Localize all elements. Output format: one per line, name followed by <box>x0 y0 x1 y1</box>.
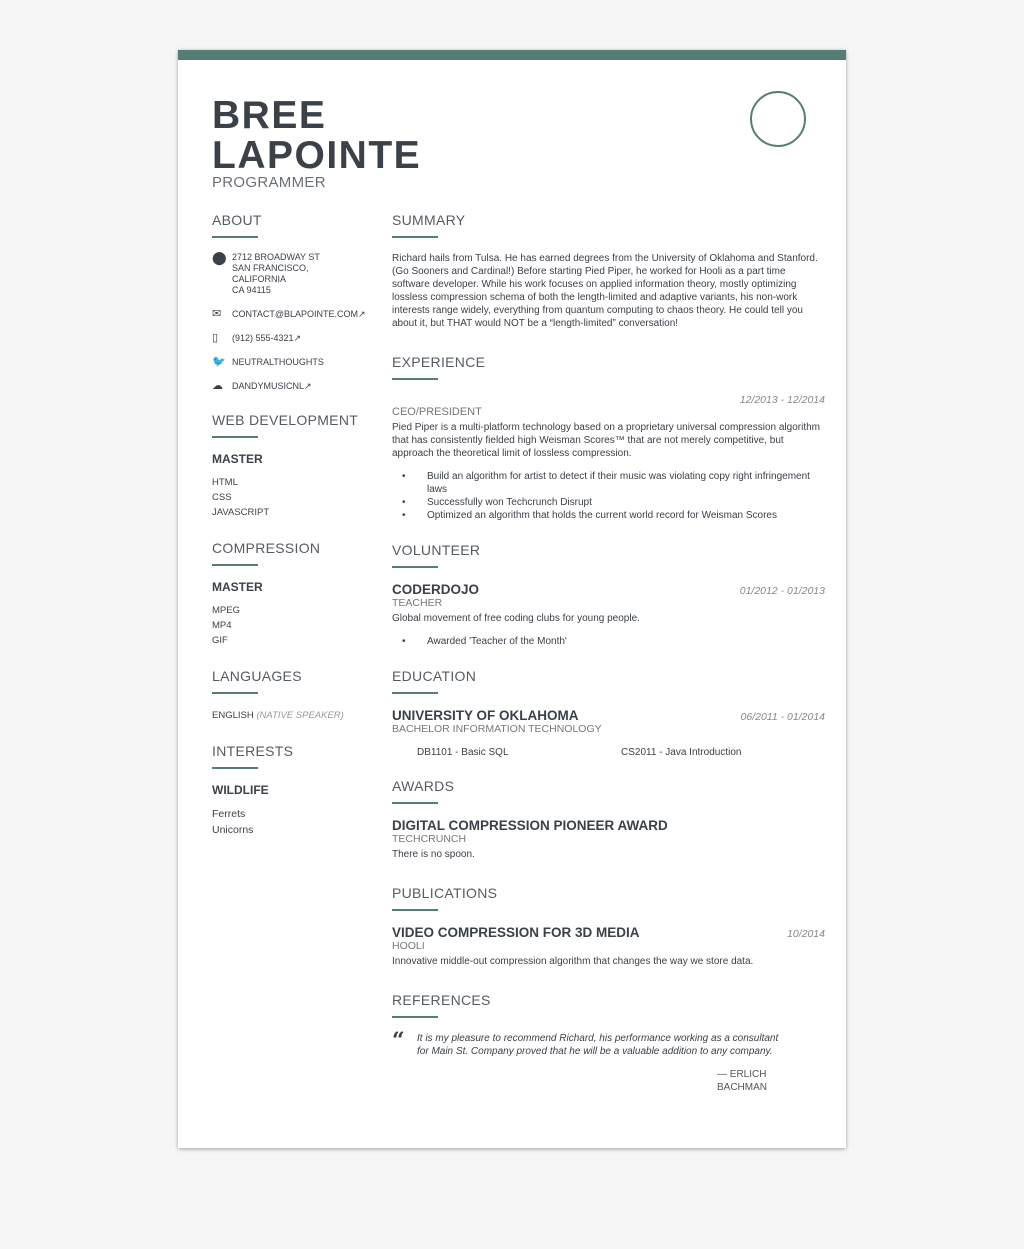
section-heading: REFERENCES <box>392 992 491 1008</box>
organization: CODERDOJO <box>392 582 480 597</box>
address <box>212 252 362 296</box>
language: ENGLISH <box>212 710 254 721</box>
section-heading: INTERESTS <box>212 743 294 759</box>
degree: BACHELOR INFORMATION TECHNOLOGY <box>392 723 602 735</box>
volunteer-section <box>392 542 825 648</box>
skill-level: MASTER <box>212 580 263 594</box>
skill-keyword: GIF <box>212 635 228 646</box>
skill-level: MASTER <box>212 452 263 466</box>
divider <box>212 236 258 238</box>
email-text: CONTACT@BLAPOINTE.COM <box>232 309 358 319</box>
section-heading: LANGUAGES <box>212 668 302 684</box>
summary-section <box>392 212 825 330</box>
references-section <box>392 992 825 1094</box>
main-content <box>392 212 825 1114</box>
divider <box>212 692 258 694</box>
job-title: PROGRAMMER <box>212 174 326 191</box>
highlights <box>392 635 825 648</box>
avatar <box>750 91 806 147</box>
awarder: TECHCRUNCH <box>392 833 467 845</box>
email-link[interactable] <box>212 308 366 320</box>
section-heading: EDUCATION <box>392 668 477 684</box>
quote-icon: “ <box>392 1028 405 1054</box>
divider <box>392 802 438 804</box>
course: DB1101 - Basic SQL <box>417 747 509 758</box>
skill-keyword: CSS <box>212 492 232 503</box>
soundcloud-link[interactable] <box>212 381 362 392</box>
about-section <box>212 212 366 392</box>
address-line: 2712 BROADWAY ST <box>232 252 320 262</box>
author-line: — ERLICH <box>717 1069 767 1080</box>
interest-keyword: Unicorns <box>212 824 254 836</box>
section-heading: COMPRESSION <box>212 540 321 556</box>
twitter-text: NEUTRALTHOUGHTS <box>232 357 324 367</box>
section-heading: EXPERIENCE <box>392 354 486 370</box>
divider <box>392 1016 438 1018</box>
languages-section <box>212 668 362 723</box>
institution: UNIVERSITY OF OKLAHOMA <box>392 708 579 723</box>
highlight: • Optimized an algorithm that holds the current world record for Weisman Scores <box>392 509 825 522</box>
award-title: DIGITAL COMPRESSION PIONEER AWARD <box>392 818 668 833</box>
divider <box>212 767 258 769</box>
phone-text: (912) 555-4321 <box>232 333 294 343</box>
date: 10/2014 <box>787 928 825 940</box>
twitter-link[interactable] <box>212 357 362 368</box>
last-name: LAPOINTE <box>212 134 422 177</box>
education-section <box>392 668 825 758</box>
interest-keyword: Ferrets <box>212 808 246 820</box>
divider <box>212 436 258 438</box>
external-link-icon: ↗ <box>304 381 312 391</box>
divider <box>392 909 438 911</box>
highlights <box>392 470 825 522</box>
reference-quote: It is my pleasure to recommend Richard, his performance working as a consultant for Main St. Company proved that he will be a valuable addition to any company. <box>417 1033 779 1057</box>
section-heading: AWARDS <box>392 778 455 794</box>
divider <box>392 236 438 238</box>
skill-compression <box>212 540 362 648</box>
experience-section <box>392 354 825 522</box>
divider <box>392 692 438 694</box>
twitter-icon: 🐦 <box>212 356 226 368</box>
first-name: BREE <box>212 94 327 137</box>
publications-section <box>392 885 825 968</box>
address-line: CA 94115 <box>232 285 271 295</box>
section-heading: SUMMARY <box>392 212 466 228</box>
date: 01/2012 - 01/2013 <box>739 585 825 597</box>
author-line: BACHMAN <box>717 1082 768 1093</box>
award-summary: There is no spoon. <box>392 849 475 860</box>
highlight: • Build an algorithm for artist to detect if their music was violating copy right infringement laws <box>392 470 825 496</box>
skill-keyword: MPEG <box>212 605 240 616</box>
fluency: (NATIVE SPEAKER) <box>256 710 344 721</box>
date: 12/2013 - 12/2014 <box>739 394 825 406</box>
divider <box>392 566 438 568</box>
skill-keyword: MP4 <box>212 620 232 631</box>
section-heading: VOLUNTEER <box>392 542 481 558</box>
volunteer-summary: Global movement of free coding clubs for young people. <box>392 613 640 624</box>
divider <box>212 564 258 566</box>
section-heading: WEB DEVELOPMENT <box>212 412 359 428</box>
envelope-icon: ✉ <box>212 308 222 320</box>
map-marker-icon: ⬤ <box>212 250 227 265</box>
resume-card <box>178 50 846 1148</box>
skill-keyword: JAVASCRIPT <box>212 507 270 518</box>
skill-keyword: HTML <box>212 477 238 488</box>
divider <box>392 378 438 380</box>
external-link-icon: ↗ <box>357 309 366 319</box>
reference-author <box>717 1068 825 1094</box>
interests-section <box>212 743 362 838</box>
section-heading: ABOUT <box>212 212 262 228</box>
soundcloud-icon: ☁ <box>212 380 223 392</box>
name <box>212 96 421 176</box>
awards-section <box>392 778 825 861</box>
publication-summary: Innovative middle-out compression algorithm that changes the way we store data. <box>392 956 754 967</box>
external-link-icon: ↗ <box>293 333 302 343</box>
skill-web-development <box>212 412 362 520</box>
date: 06/2011 - 01/2014 <box>740 711 825 723</box>
experience-summary: Pied Piper is a multi-platform technology based on a proprietary universal compression algorithm that has consistently fielded high Weisman Scores™ that are not merely competitive, but approach the theoretical limit of lossless compression. <box>392 422 820 459</box>
courses <box>392 747 825 758</box>
mobile-icon: ▯ <box>212 332 219 344</box>
course: CS2011 - Java Introduction <box>621 747 742 758</box>
publication-title: VIDEO COMPRESSION FOR 3D MEDIA <box>392 925 640 940</box>
summary-text: Richard hails from Tulsa. He has earned degrees from the University of Oklahoma and Stanford. (Go Sooners and Cardinal!) Before starting Pied Piper, he worked for Hooli as a part time software developer. While his work focuses on applied information theory, mostly optimizing lossless compression schema of both the length-limited and adaptive variants, his non-work interests range widely, everything from quantum computing to chaos theory. He could tell you about it, but THAT would NOT be a “length-limited” conversation! <box>392 253 818 329</box>
publisher: HOOLI <box>392 940 425 952</box>
highlight: • Awarded 'Teacher of the Month' <box>392 635 825 648</box>
sidebar <box>212 212 366 858</box>
position: CEO/PRESIDENT <box>392 406 482 418</box>
highlight: • Successfully won Techcrunch Disrupt <box>392 496 825 509</box>
address-line: SAN FRANCISCO, CALIFORNIA <box>232 263 309 284</box>
soundcloud-text: DANDYMUSICNL <box>232 381 305 391</box>
interest-name: WILDLIFE <box>212 783 269 797</box>
position: TEACHER <box>392 597 443 609</box>
section-heading: PUBLICATIONS <box>392 885 498 901</box>
phone-link[interactable] <box>212 333 362 344</box>
